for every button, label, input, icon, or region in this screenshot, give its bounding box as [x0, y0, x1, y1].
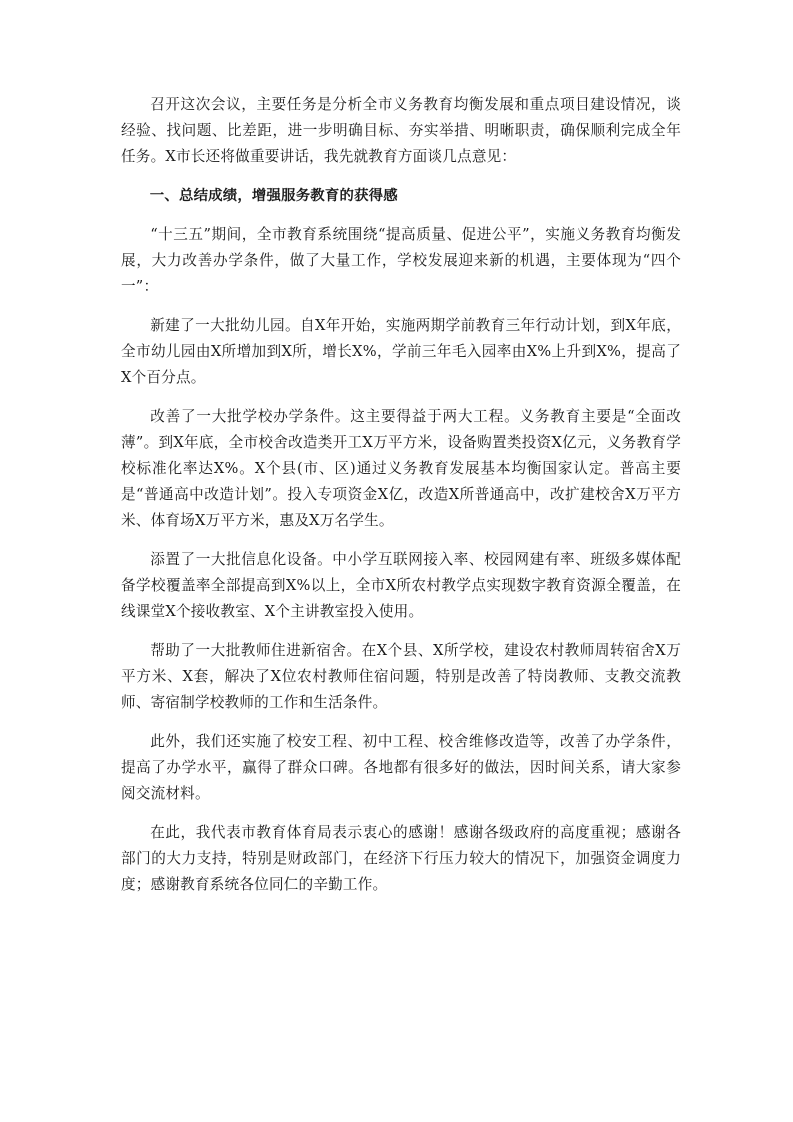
- document-body: [121, 92, 681, 911]
- paragraph-school-conditions: 改善了一大批学校办学条件。这主要得益于两大工程。义务教育主要是“全面改薄”。到X年底，全市校舍改造类开工X万平方米，设备购置类投资X亿元，义务教育学校标准化率达X%。X个县(市、区)通过义务教育发展基本均衡国家认定。普高主要是“普通高中改造计划”。投入专项资金X亿，改造X所普通高中，改扩建校舍X万平方米、体育场X万平方米，惠及X万名学生。: [121, 408, 681, 529]
- paragraph-overview: “十三五”期间，全市教育系统围绕“提高质量、促进公平”，实施义务教育均衡发展，大力改善办学条件，做了大量工作，学校发展迎来新的机遇，主要体现为“四个一”：: [121, 226, 681, 295]
- section-heading: 一、总结成绩，增强服务教育的获得感: [149, 188, 398, 204]
- paragraph-teacher-dorms: 帮助了一大批教师住进新宿舍。在X个县、X所学校，建设农村教师周转宿舍X万平方米、X套，解决了X位农村教师住宿问题，特别是改善了特岗教师、支教交流教师、寄宿制学校教师的工作和生活条件。: [121, 642, 681, 711]
- paragraph-thanks: 在此，我代表市教育体育局表示衷心的感谢！感谢各级政府的高度重视；感谢各部门的大力支持，特别是财政部门，在经济下行压力较大的情况下，加强资金调度力度；感谢教育系统各位同仁的辛勤工作。: [121, 824, 681, 893]
- paragraph-other-projects: 此外，我们还实施了校安工程、初中工程、校舍维修改造等，改善了办学条件，提高了办学水平，赢得了群众口碑。各地都有很多好的做法，因时间关系，请大家参阅交流材料。: [121, 733, 681, 802]
- paragraph-kindergartens: 新建了一大批幼儿园。自X年开始，实施两期学前教育三年行动计划，到X年底，全市幼儿园由X所增加到X所，增长X%，学前三年毛入园率由X%上升到X%，提高了X个百分点。: [121, 317, 681, 386]
- paragraph-it-equipment: 添置了一大批信息化设备。中小学互联网接入率、校园网建有率、班级多媒体配备学校覆盖率全部提高到X%以上，全市X所农村教学点实现数字教育资源全覆盖，在线课堂X个接收教室、X个主讲教室投入使用。: [121, 551, 681, 620]
- paragraph-intro: 召开这次会议，主要任务是分析全市义务教育均衡发展和重点项目建设情况，谈经验、找问题、比差距，进一步明确目标、夯实举措、明晰职责，确保顺利完成全年任务。X市长还将做重要讲话，我先就教育方面谈几点意见：: [121, 96, 681, 165]
